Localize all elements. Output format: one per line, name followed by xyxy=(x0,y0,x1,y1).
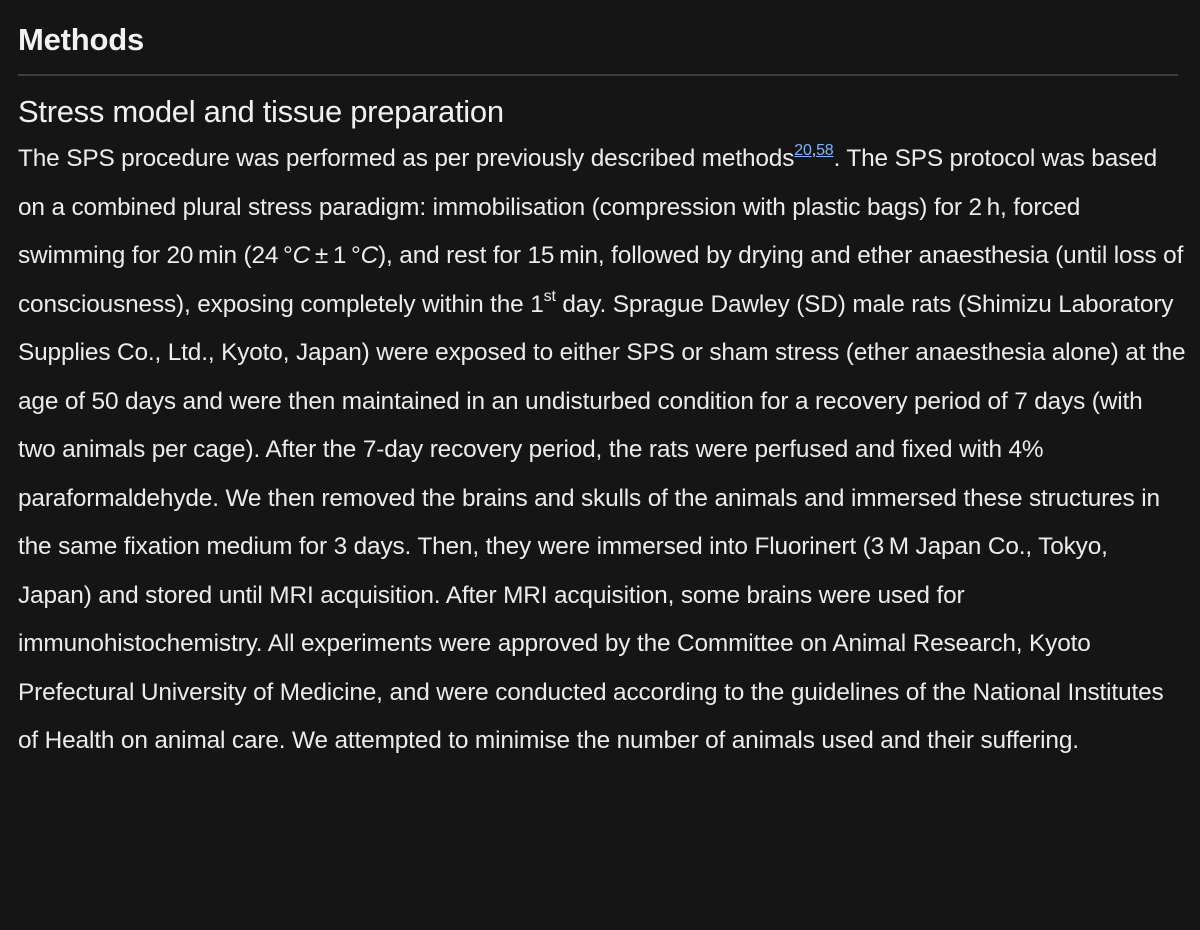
citation-superscript xyxy=(794,142,833,159)
subsection-title: Stress model and tissue preparation xyxy=(18,94,504,129)
paragraph-text-2: . The SPS protocol was based on a combined plural stress paradigm: immobilisation (compression with plastic bags) for 2 h, forced swimming for 20 min (24 ° xyxy=(18,145,1158,269)
paragraph-text-3: ), and rest for 15 min, followed by drying and ether anaesthesia (until loss of consciousness), exposing completely within the 1 xyxy=(18,242,1184,318)
temperature-unit-2: C xyxy=(360,242,379,269)
reference-separator: , xyxy=(811,142,817,159)
reference-link-20[interactable]: 20 xyxy=(794,142,812,159)
section-divider xyxy=(18,74,1178,76)
ordinal-superscript: st xyxy=(543,287,556,305)
temperature-unit-1: C xyxy=(292,242,311,269)
paragraph-text-1: The SPS procedure was performed as per previously described methods xyxy=(18,145,795,172)
section-title: Methods xyxy=(18,22,145,57)
paragraph-text-4: day. Sprague Dawley (SD) male rats (Shimizu Laboratory Supplies Co., Ltd., Kyoto, Japan) were exposed to either SPS or sham stress (ether anaesthesia alone) at the age of 50 days and were then maintained in an undisturbed condition for a recovery period of 7 days (with two animals per cage). After the 7-day recovery period, the rats were perfused and fixed with 4% paraformaldehyde. We then removed the brains and skulls of the animals and immersed these structures in the same fixation medium for 3 days. Then, they were immersed into Fluorinert (3 M Japan Co., Tokyo, Japan) and stored until MRI acquisition. After MRI acquisition, some brains were used for immunohistochemistry. All experiments were approved by the Committee on Animal Research, Kyoto Prefectural University of Medicine, and were conducted according to the guidelines of the National Institutes of Health on animal care. We attempted to minimise the number of animals used and their suffering. xyxy=(18,290,1186,754)
temperature-tolerance: ± 1 ° xyxy=(310,242,361,269)
methods-paragraph xyxy=(18,135,1186,766)
reference-link-58[interactable]: 58 xyxy=(816,142,834,159)
